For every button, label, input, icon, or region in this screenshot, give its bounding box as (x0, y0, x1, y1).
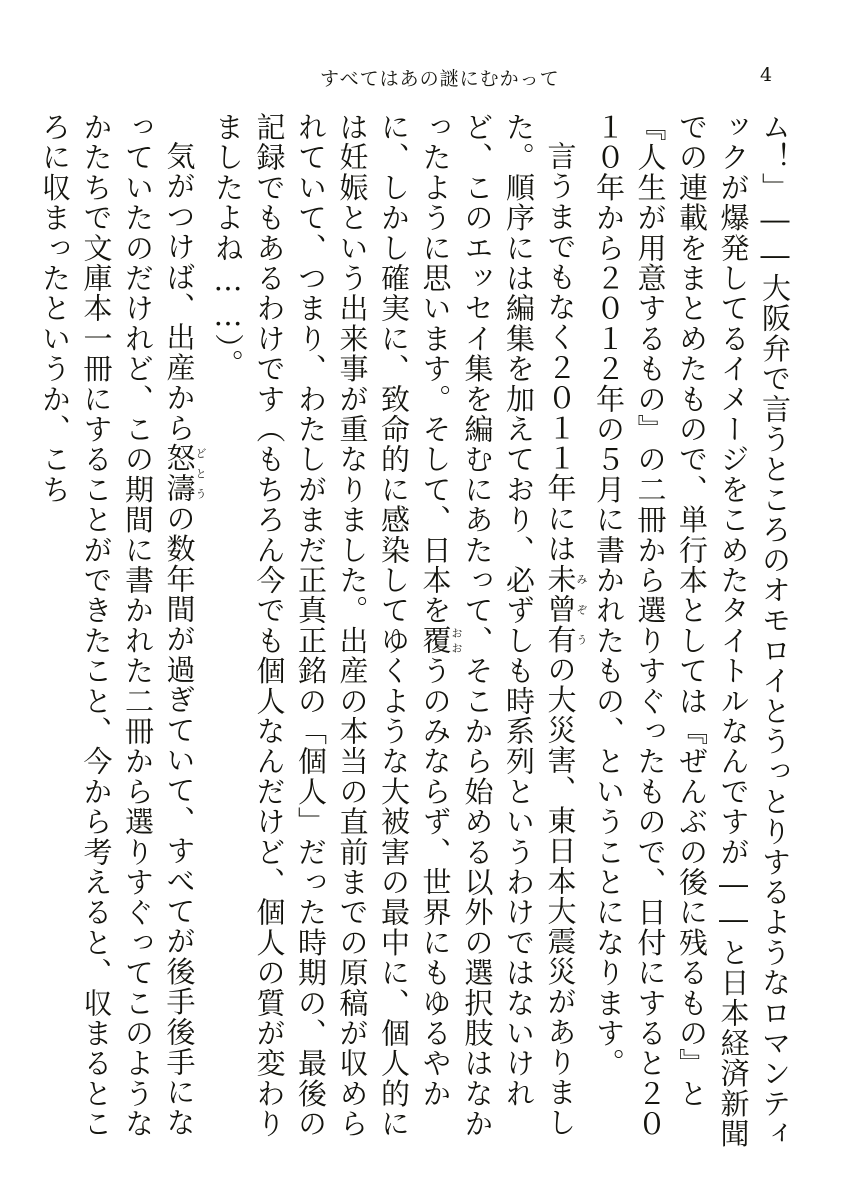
ruby-doto (162, 443, 207, 504)
paragraph-3-text-a: 気がつけば、出産から (162, 141, 197, 443)
running-header-title: すべてはあの謎にむかって (320, 68, 560, 90)
ruby-base: 怒濤 (162, 443, 197, 504)
ruby-ooi (418, 625, 463, 656)
ruby-reading: どとう (194, 443, 207, 504)
paragraph-2-text-c: うのみならず、世界にもゆるやかに、しかし確実に、致命的に感染してゆくような大被害の最中に、個人的には妊娠という出来事が重なりました。出産の本当の直前までの原稿が収められていて、つまり、わたしがまだ正真正銘の「個人」だった時期の、最後の記録でもあるわけです（もちろん今でも個人なんだけど、個人の質が変わりましたよね……）。 (211, 112, 453, 1139)
paragraph-3 (34, 112, 207, 1152)
ruby-misou (543, 563, 588, 655)
paragraph-3-text-b: の数年間が過ぎていて、すべてが後手後手になっていたのだけれど、この期間に書かれた二冊から選りすぐってこのようなかたちで文庫本一冊にすることができたこと、今から考えると、収まるところに収まったというか、こち (38, 112, 197, 1139)
paragraph-2 (207, 112, 588, 1152)
ruby-base: 未曾有 (543, 563, 578, 655)
page-number: 4 (760, 64, 773, 86)
paragraph-2-text-a: 言うまでもなく２０１１年には (543, 141, 578, 564)
vertical-body-text (38, 112, 795, 1152)
ruby-base: 覆 (418, 625, 453, 656)
paragraph-1: ム！」――大阪弁で言うところのオモロイとうっとりするようなロマンティックが爆発してるイメージをこめたタイトルなんですが――と日本経済新聞での連載をまとめたもので、単行本としては『ぜんぶの後に残るもの』と『人生が用意するもの』の二冊から選りすぐったもので、日付にすると２０１０年から２０１２年の５月に書かれたもの、ということになります。 (592, 112, 792, 1149)
ruby-reading: みぞう (575, 563, 588, 655)
paragraph-2-text-b: の大災害、東日本大震災がありました。順序には編集を加えており、必ずしも時系列というわけではないけれど、このエッセイ集を編むにあたって、そこから始める以外の選択肢はなかったように思います。そして、日本を (418, 112, 578, 1139)
ruby-reading: おお (450, 625, 463, 656)
